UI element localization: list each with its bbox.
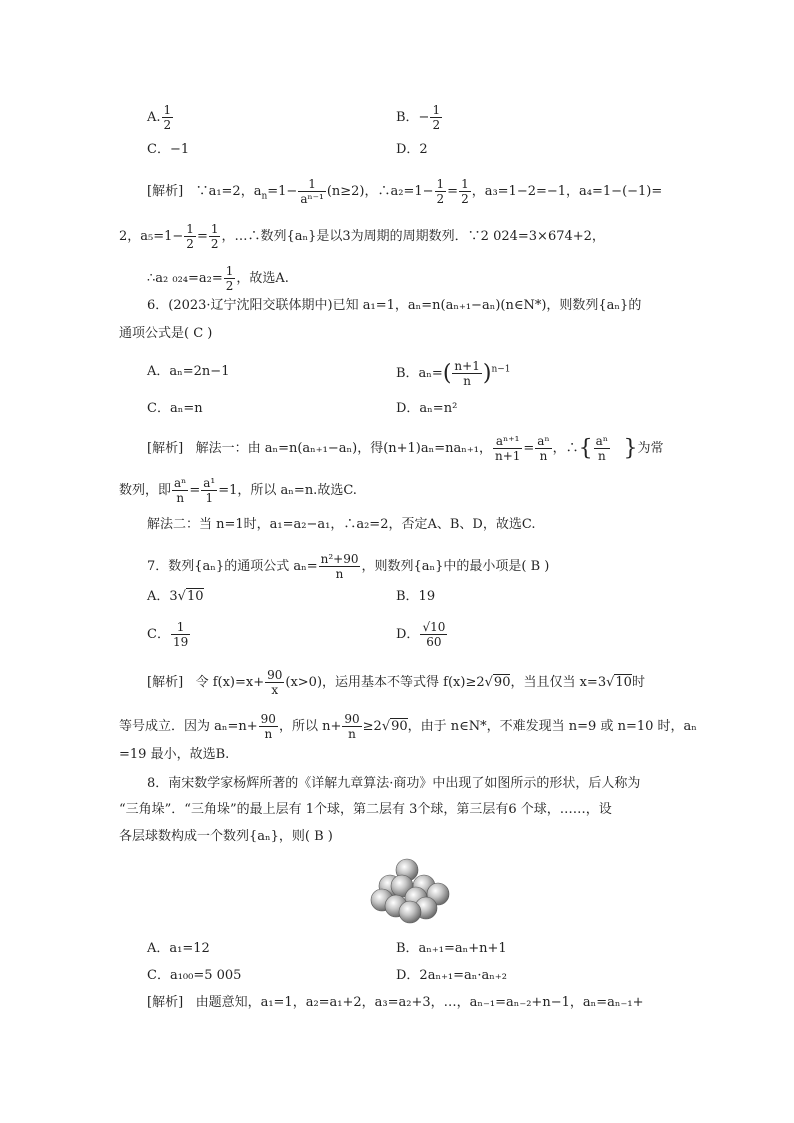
radicand: 90 [493,675,511,690]
fraction [209,222,221,251]
numerator: 90 [260,712,276,726]
denominator: 1 [205,491,214,505]
q6-solution-line-3: 解法二：当 n=1时，a₁=a₂−a₁，∴a₂=2，否定A、B、D，故选C. [147,517,536,532]
numerator: 1 [163,103,172,117]
denominator: n [176,491,185,505]
q5-solution-line-1: [解析] ∵a₁=2，$a_n=1-$ $\frac{1}{\text{aⁿ⁻¹}}$ (n≥2)，∴a₂=1− $\frac{1}{2}$ = $\frac{1}{2}$ ，a₃=1−2=−1，a₄=1−(−1)= [147,177,663,206]
text: (x>0)，运用基本不等式得 f(x)≥2 [285,675,485,690]
numerator: 1 [225,264,234,278]
q8-option-b: B．aₙ₊₁=aₙ+n+1 [396,941,507,956]
denominator: 2 [436,192,445,206]
text: B．aₙ= [396,366,443,381]
numerator: 1 [461,177,469,191]
fraction [201,476,217,505]
text: =1，所以 aₙ=n.故选C. [218,483,357,498]
option-label: C． [147,627,170,642]
q5-option-a [147,103,174,132]
text: = [447,184,459,199]
q8-stem-line-1: 8．南宋数学家杨辉所著的《详解九章算法·商功》中出现了如图所示的形状，后人称为 [147,776,641,791]
right-brace: } [623,435,638,461]
text: 由题意知，a₁=1，a₂=a₁+2，a₃=a₂+3，…，aₙ₋₁=aₙ₋₂+n−1，aₙ=aₙ₋₁+ [195,995,644,1010]
left-brace: { [578,435,593,461]
option-label: B．− [396,110,430,125]
text: ，∴ [552,441,579,456]
q7-solution-line-1: [解析] 令 f(x)=x+ $\frac{90}{x}$ (x>0)，运用基本不等式得 f(x)≥2√90，当且仅当 x=3√10时 [147,668,645,697]
option-label: A. [147,110,161,125]
numerator: √10 [422,620,446,634]
denominator: aⁿ⁻¹ [300,192,324,206]
denominator: 2 [461,192,469,206]
denominator: 2 [210,237,219,251]
numerator: 90 [267,668,283,682]
text: 解法一：由 aₙ=n(aₙ₊₁−aₙ)，得(n+1)aₙ=naₙ₊₁， [195,441,492,456]
text: 数列，即 [119,483,172,498]
text: 2，a₅=1− [119,229,184,244]
fraction [430,103,442,132]
q8-option-d: D．2aₙ₊₁=aₙ·aₙ₊₂ [396,968,507,983]
text: 时 [631,675,645,690]
fraction [259,712,278,741]
fraction [535,434,551,463]
fraction [265,668,284,697]
fraction [435,177,447,206]
denominator: n [539,449,548,463]
numerator: 1 [432,103,441,117]
numerator: 1 [298,177,326,192]
fraction [452,359,481,388]
text: 令 f(x)=x+ [195,675,265,690]
q7-solution-line-3: =19 最小，故选B. [119,747,230,762]
text: = [189,483,201,498]
q5-option-c: C．−1 [147,142,190,157]
q7-option-a: A．3√10 [147,589,204,604]
q5-option-b [396,103,443,132]
q6-option-c: C．aₙ=n [147,401,203,416]
numerator: n²+90 [320,552,359,566]
fraction [184,222,196,251]
text: ∴a₂ ₀₂₄=a₂= [147,271,223,286]
q5-solution-line-3 [147,264,289,293]
q8-solution-line-1 [147,994,643,1012]
denominator: n [463,374,471,388]
numerator: n+1 [454,359,480,373]
fraction [162,103,174,132]
solution-tag: [解析] [147,441,184,456]
text: = [196,229,208,244]
numerator: 90 [344,712,360,726]
ball [399,901,421,923]
fraction [493,434,522,463]
q6-solution-line-1 [147,434,663,463]
q8-stem-line-2: “三角垛”．“三角垛”的最上层有 1个球，第二层有 3个球，第三层有6 个球，……，设 [119,802,612,817]
text: 为常 [637,441,664,456]
q6-stem-line-1: 6．(2023·辽宁沈阳交联体期中)已知 a₁=1，aₙ=n(aₙ₊₁−aₙ)(n∈N*)，则数列{aₙ}的 [147,298,642,313]
left-paren: ( [442,360,452,386]
denominator: n+1 [494,449,521,463]
radicand: 10 [186,589,204,604]
denominator: n [264,727,273,741]
q7-stem [147,552,549,581]
text: ≥2 [362,719,382,734]
denominator: n [348,727,356,741]
denominator: 2 [432,118,441,132]
q5-solution-line-2 [119,222,605,251]
numerator: aⁿ [537,434,550,448]
radicand: 10 [615,675,632,690]
denominator: 2 [225,279,234,293]
fraction [342,712,361,741]
text: ，a₃=1−2=−1，a₄=1−(−1)= [471,184,663,199]
triangular-ball-pile-figure [360,852,460,927]
fraction [172,476,188,505]
text: =1− [267,184,298,199]
q8-option-c: C．a₁₀₀=5 005 [147,968,242,983]
numerator: 1 [210,222,219,236]
text: A．3 [147,589,178,604]
denominator: 60 [426,635,442,649]
fraction [459,177,471,206]
denominator: 2 [163,118,172,132]
q7-solution-line-2: 等号成立．因为 aₙ=n+ $\frac{90}{n}$ ，所以 n+ $\frac{90}{n}$ ≥2√90，由于 n∈N*，不难发现当 n=9 或 n=10 时，aₙ [119,712,697,741]
numerator: aⁿ [595,434,609,448]
text: (n≥2)，∴a₂=1− [326,184,434,199]
text: ，…∴数列{aₙ}是以3为周期的周期数列．∵2 024=3×674+2， [221,229,605,244]
denominator: 2 [186,237,194,251]
fraction [594,434,610,463]
q6-option-d: D．aₙ=n² [396,401,458,416]
text: ，则数列{aₙ}中的最小项是( B ) [361,559,550,574]
numerator: 1 [436,177,445,191]
q6-solution-line-2 [119,476,357,505]
numerator: a¹ [203,476,216,490]
q7-option-b: B．19 [396,589,436,604]
right-paren: ) [482,360,492,386]
q7-option-c [147,620,191,649]
numerator: aⁿ [174,476,187,490]
q6-stem-line-2: 通项公式是( C ) [119,326,213,341]
q6-option-b [396,359,511,388]
fraction [319,552,361,581]
text: 等号成立．因为 aₙ=n+ [119,719,258,734]
q5-option-d: D．2 [396,142,428,157]
q6-option-a: A．aₙ=2n−1 [147,364,230,379]
text: 7．数列{aₙ}的通项公式 aₙ= [147,559,318,574]
text: ，所以 n+ [278,719,342,734]
fraction [224,264,236,293]
fraction [298,177,326,206]
fraction [171,620,190,649]
text: ∵a₁=2，a [195,184,262,199]
fraction [420,620,447,649]
option-label: D． [396,627,420,642]
solution-tag: [解析] [147,184,184,199]
denominator: x [271,683,279,697]
q8-option-a: A．a₁=12 [147,941,210,956]
numerator: 1 [186,222,194,236]
numerator: aⁿ⁺¹ [493,434,522,449]
exponent: n−1 [491,364,511,375]
denominator: n [597,449,606,463]
text: ，由于 n∈N*，不难发现当 n=9 或 n=10 时，aₙ [407,719,697,734]
q8-stem-line-3: 各层球数构成一个数列{aₙ}，则( B ) [119,829,333,844]
solution-tag: [解析] [147,995,184,1010]
solution-tag: [解析] [147,675,184,690]
denominator: 19 [172,635,189,649]
q7-option-d [396,620,448,649]
text: ，故选A. [236,271,289,286]
text: ，当且仅当 x=3 [510,675,607,690]
radicand: 90 [391,719,408,734]
text: = [523,441,535,456]
denominator: n [335,567,344,581]
numerator: 1 [171,620,190,635]
